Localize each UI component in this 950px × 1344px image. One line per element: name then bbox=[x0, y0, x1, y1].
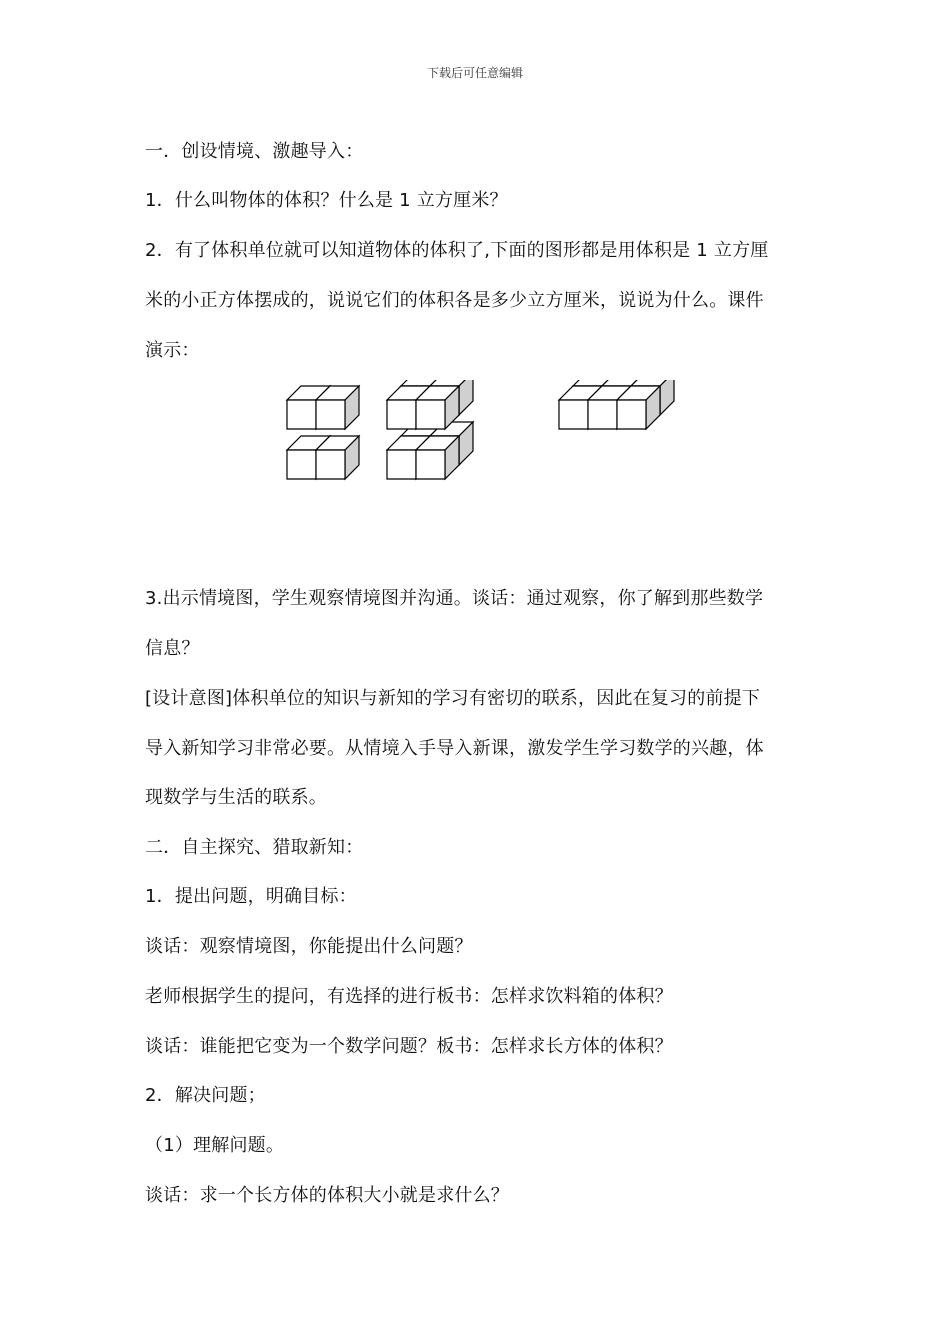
section-heading-2: 二．自主探究、猎取新知： bbox=[145, 837, 364, 858]
paragraph-line: 2．解决问题； bbox=[145, 1085, 266, 1106]
paragraph-line: 谈话：谁能把它变为一个数学问题？板书：怎样求长方体的体积？ bbox=[145, 1036, 673, 1057]
paragraph-line: 导入新知学习非常必要。从情境入手导入新课，激发学生学习数学的兴趣，体 bbox=[145, 738, 764, 759]
paragraph-line: 谈话：观察情境图，你能提出什么问题？ bbox=[145, 936, 473, 957]
paragraph-line: 信息？ bbox=[145, 638, 200, 659]
paragraph-line: （1）理解问题。 bbox=[145, 1135, 285, 1156]
page-header: 下载后可任意编辑 bbox=[426, 66, 523, 80]
paragraph-line: 演示： bbox=[145, 340, 200, 361]
paragraph-line: 1．提出问题，明确目标： bbox=[145, 886, 357, 907]
cube-illustration bbox=[0, 380, 950, 510]
cube-figure-3 bbox=[559, 380, 674, 429]
cube-figures-svg bbox=[0, 380, 950, 510]
paragraph-line: 老师根据学生的提问，有选择的进行板书：怎样求饮料箱的体积？ bbox=[145, 986, 673, 1007]
paragraph-line: 1．什么叫物体的体积？什么是 1 立方厘米？ bbox=[145, 190, 508, 211]
section-heading-1: 一．创设情境、激趣导入： bbox=[145, 141, 364, 162]
cube-figure-1 bbox=[287, 386, 359, 479]
paragraph-line: 3.出示情境图，学生观察情境图并沟通。谈话：通过观察，你了解到那些数学 bbox=[145, 588, 764, 609]
paragraph-line: 现数学与生活的联系。 bbox=[145, 787, 327, 808]
paragraph-line: [设计意图]体积单位的知识与新知的学习有密切的联系，因此在复习的前提下 bbox=[145, 688, 761, 709]
paragraph-line: 米的小正方体摆成的，说说它们的体积各是多少立方厘米，说说为什么。课件 bbox=[145, 290, 764, 311]
cube-figure-2 bbox=[387, 380, 473, 479]
paragraph-line: 谈话：求一个长方体的体积大小就是求什么？ bbox=[145, 1185, 509, 1206]
paragraph-line: 2．有了体积单位就可以知道物体的体积了,下面的图形都是用体积是 1 立方厘 bbox=[145, 240, 769, 261]
